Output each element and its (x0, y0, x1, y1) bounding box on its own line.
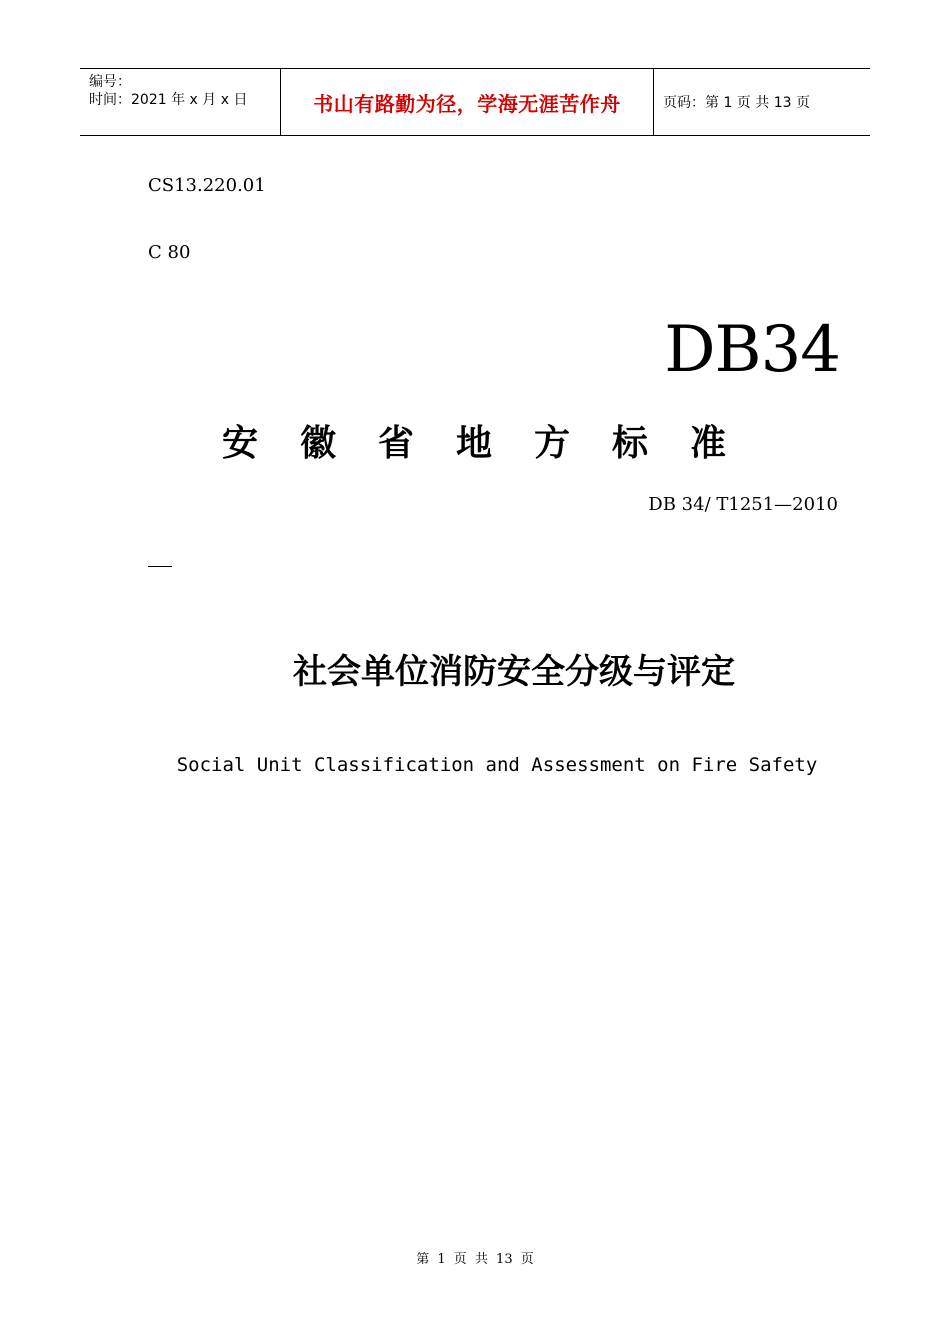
document-title: 社会单位消防安全分级与评定 (293, 652, 735, 692)
header-meta-cell (80, 69, 281, 135)
document-time-label: 时间：2021 年 x 月 x 日 (89, 92, 248, 108)
document-header (80, 68, 870, 136)
page-footer: 第 1 页 共 13 页 (416, 1252, 534, 1267)
document-subtitle: Social Unit Classification and Assessment on Fire Safety (176, 754, 818, 776)
standard-logo: DB34 (664, 313, 840, 387)
standard-title: 安徽省地方标准 (221, 423, 768, 464)
ics-code: CS13.220.01 (148, 175, 266, 196)
standard-number: DB 34/ T1251—2010 (648, 494, 838, 515)
separator-dash (148, 566, 172, 567)
document-number-label: 编号： (89, 74, 131, 90)
header-page-info: 页码：第 1 页 共 13 页 (663, 95, 810, 111)
ccs-code: C 80 (148, 242, 191, 263)
header-motto: 书山有路勤为径，学海无涯苦作舟 (281, 69, 654, 135)
